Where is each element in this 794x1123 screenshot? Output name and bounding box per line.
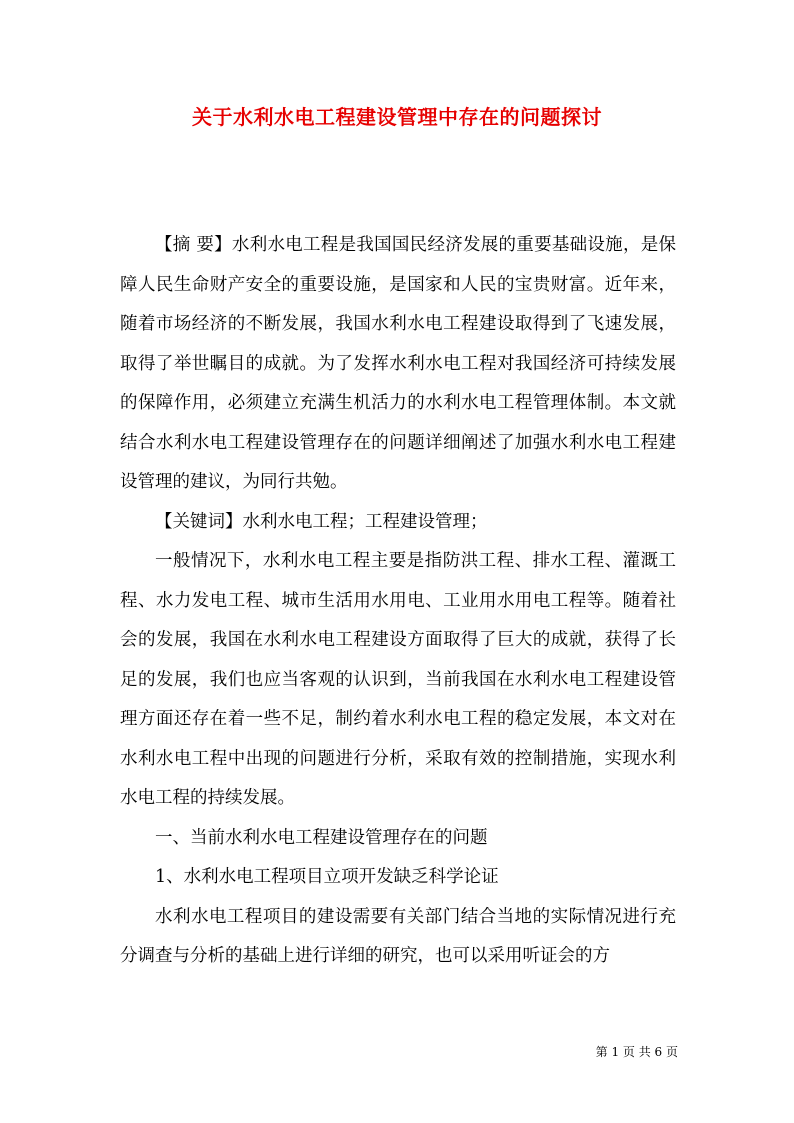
body-paragraph: 水利水电工程项目的建设需要有关部门结合当地的实际情况进行充分调查与分析的基础上进行详细的研究，也可以采用听证会的方 (120, 906, 676, 966)
keywords-paragraph: 【关键词】水利水电工程；工程建设管理； (155, 511, 488, 532)
document-title: 关于水利水电工程建设管理中存在的问题探讨 (192, 105, 602, 129)
abstract-paragraph: 【摘 要】水利水电工程是我国国民经济发展的重要基础设施，是保障人民生命财产安全的重要设施，是国家和人民的宝贵财富。近年来，随着市场经济的不断发展，我国水利水电工程建设取得到了飞速发展，取得了举世瞩目的成就。为了发挥水利水电工程对我国经济可持续发展的保障作用，必须建立充满生机活力的水利水电工程管理体制。本文就结合水利水电工程建设管理存在的问题详细阐述了加强水利水电工程建设管理的建议，为同行共勉。 (120, 235, 676, 492)
page-number-footer: 第 1 页 共 6 页 (595, 1045, 678, 1059)
subsection-heading: 1、水利水电工程项目立项开发缺乏科学论证 (155, 867, 499, 887)
section-heading: 一、当前水利水电工程建设管理存在的问题 (155, 827, 488, 848)
document-body (120, 226, 676, 977)
intro-paragraph: 一般情况下，水利水电工程主要是指防洪工程、排水工程、灌溉工程、水力发电工程、城市生活用水用电、工业用水用电工程等。随着社会的发展，我国在水利水电工程建设方面取得了巨大的成就，获得了长足的发展，我们也应当客观的认识到，当前我国在水利水电工程建设管理方面还存在着一些不足，制约着水利水电工程的稳定发展，本文对在水利水电工程中出现的问题进行分析，采取有效的控制措施，实现水利水电工程的持续发展。 (120, 551, 676, 808)
